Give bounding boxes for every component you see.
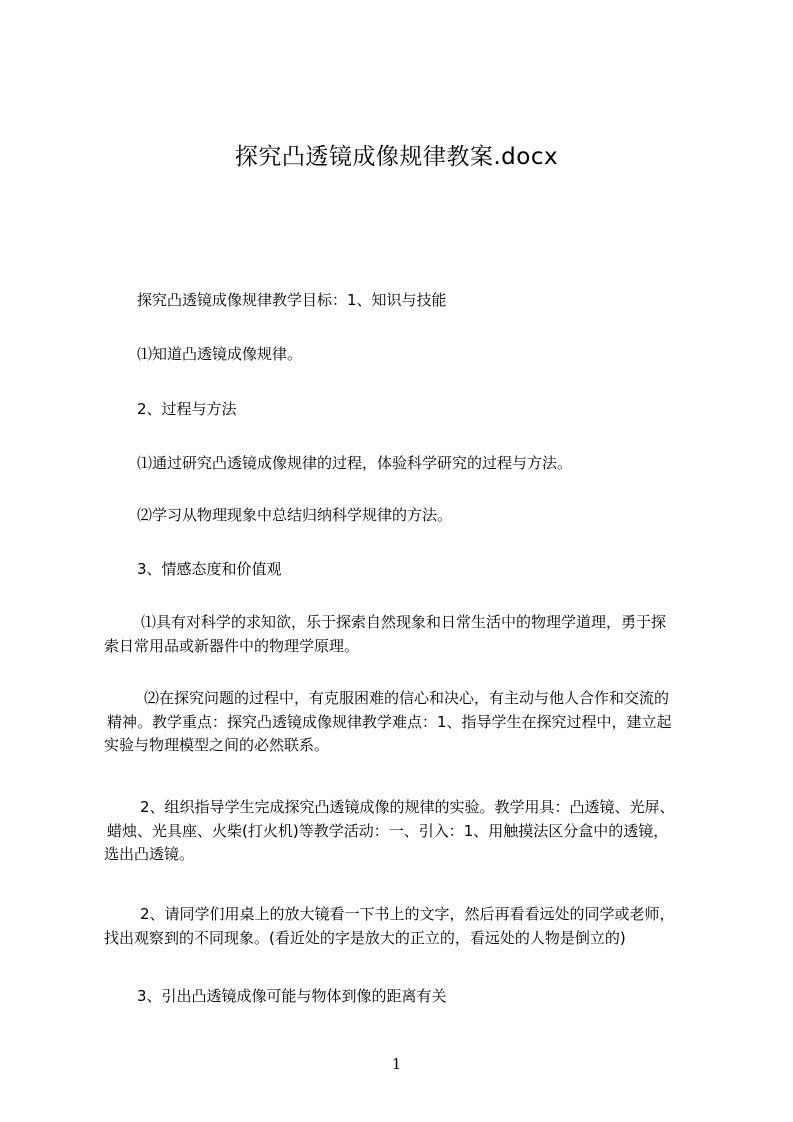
paragraph-line: ⑴具有对科学的求知欲，乐于探索自然现象和日常生活中的物理学道理，勇于探 [141,613,667,631]
paragraph-line: 精神。教学重点：探究凸透镜成像规律教学难点：1、指导学生在探究过程中，建立起 [107,712,672,731]
page-number: 1 [391,1055,402,1073]
paragraph-attitude-item-2 [104,687,710,758]
paragraph-line: 2、请同学们用桌上的放大镜看一下书上的文字，然后再看看远处的同学或老师， [140,905,675,923]
paragraph-line: 探究凸透镜成像规律教学目标：1、知识与技能 [137,291,447,309]
paragraph-line: 2、组织指导学生完成探究凸透镜成像的规律的实验。教学用具：凸透镜、光屏、 [140,798,675,816]
paragraph-objectives [137,289,743,313]
paragraph-line: ⑴知道凸透镜成像规律。 [137,345,303,363]
paragraph-attitude-heading [137,558,743,582]
paragraph-process-heading [137,398,743,422]
paragraph-line: 实验与物理模型之间的必然联系。 [104,736,330,754]
paragraph-knowledge-item-1 [137,343,743,367]
paragraph-process-item-1 [137,452,743,476]
paragraph-experiment [104,796,710,867]
paragraph-line: 索日常用品或新器件中的物理学原理。 [104,636,360,655]
paragraph-line: ⑵在探究问题的过程中，有克服困难的信心和决心，有主动与他人合作和交流的 [144,689,670,707]
paragraph-line: 选出凸透镜。 [104,845,195,863]
paragraph-line: ⑴通过研究凸透镜成像规律的过程，体验科学研究的过程与方法。 [137,454,573,472]
paragraph-process-item-2 [137,504,743,528]
paragraph-line: 蜡烛、光具座、火柴(打火机)等教学活动：一、引入：1、用触摸法区分盒中的透镜， [107,821,669,840]
paragraph-line: ⑵学习从物理现象中总结归纳科学规律的方法。 [137,506,453,524]
paragraph-line: 找出观察到的不同现象。(看近处的字是放大的正立的，看远处的人物是倒立的) [104,928,626,947]
paragraph-magnifier [104,903,710,950]
paragraph-line: 3、情感态度和价值观 [137,560,282,578]
paragraph-line: 3、引出凸透镜成像可能与物体到像的距离有关 [137,987,447,1005]
document-title: 探究凸透镜成像规律教案.docx [234,144,559,170]
paragraph-distance [137,985,743,1009]
paragraph-attitude-item-1 [104,611,710,658]
paragraph-line: 2、过程与方法 [137,400,237,418]
